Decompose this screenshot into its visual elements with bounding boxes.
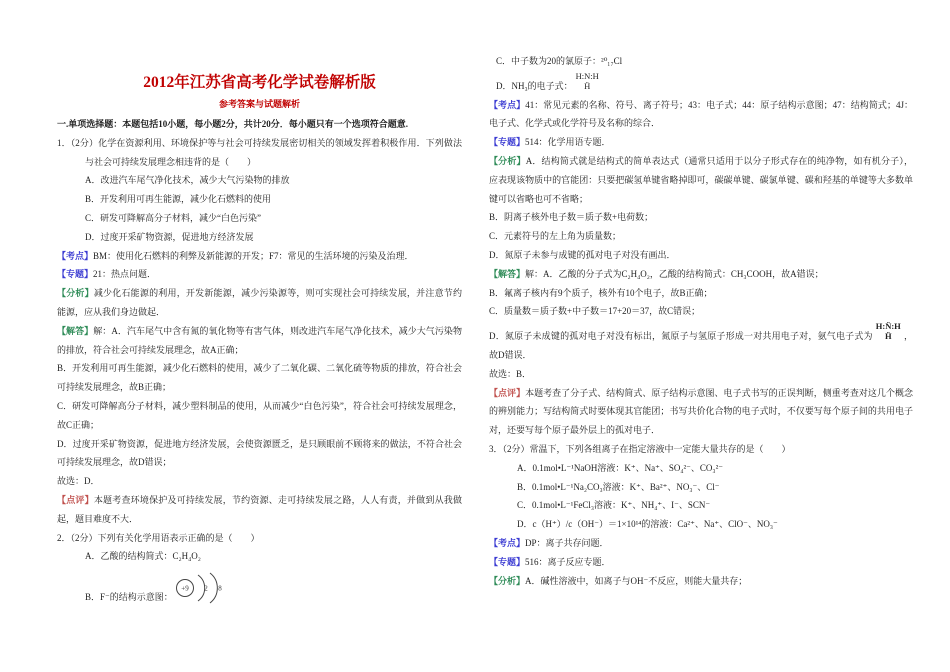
jieda-label: 【解答】	[57, 325, 94, 336]
q2-kaodian	[489, 96, 913, 134]
q2-option-b-text: B．F⁻的结构示意图：	[85, 592, 173, 603]
q2-jieda-d-suffix: ，故D错误．	[489, 331, 913, 360]
q1-jieda-d: D．过度开采矿物资源，促进地方经济发展，会使资源匮乏，是只顾眼前不顾将来的做法，不符合社会可持续发展理念，故D错误；	[57, 438, 462, 468]
q1-kaodian-text: BM：使用化石燃料的利弊及新能源的开发；F7：常见的生活环境的污染及治理．	[93, 250, 414, 261]
electron-formula-nh3	[573, 71, 602, 91]
kaodian-label: 【考点】	[57, 250, 94, 261]
q2-stem: 2．（2分）下列有关化学用语表示正确的是（ ）	[57, 532, 260, 543]
q2-jieda-d-prefix: D．氮原子未成键的孤对电子对没有标出，氮原子与氢原子形成一对共用电子对，氨气电子式为	[489, 331, 873, 342]
dianping-label: 【点评】	[57, 494, 94, 505]
q1-jieda-b: B．开发利用可再生能源，减少化石燃料的使用，减少了二氧化碳、二氧化硫等物质的排放，符合社会可持续发展理念，故B正确；	[57, 363, 462, 393]
q1-stem: 1．（2分）化学在资源利用、环境保护等与社会可持续发展密切相关的领域发挥着积极作用．下列做法与社会可持续发展理念相违背的是（ ）	[57, 137, 462, 167]
zhuanti-label: 【专题】	[489, 556, 526, 567]
q3-option-a: A．0.1mol•L⁻¹NaOH溶液：K⁺、Na⁺、SO₄²⁻、CO₃²⁻	[517, 462, 724, 473]
q1-dianping-text: 本题考查环境保护及可持续发展，节约资源、走可持续发展之路，人人有责，并做到从我做起，题目难度不大．	[57, 494, 462, 524]
q1-option-d: D．过度开采矿物资源，促进地方经济发展	[85, 231, 254, 242]
electron-formula-nh3-correct	[873, 321, 904, 341]
q1-zhuanti	[57, 265, 462, 284]
page-title: 2012年江苏省高考化学试卷解析版	[143, 74, 376, 91]
q1-dianping	[57, 491, 462, 529]
q3-kaodian	[489, 534, 913, 553]
q3-stem: 3．（2分）常温下，下列各组离子在指定溶液中一定能大量共存的是（ ）	[489, 443, 791, 454]
q3-kaodian-text: DP：离子共存问题．	[525, 537, 609, 548]
q2-jieda-a	[489, 265, 913, 284]
atom-structure-diagram	[175, 566, 227, 604]
q3-option-d: D．c（H⁺）/c（OH⁻）＝1×10¹⁴的溶液：Ca²⁺、Na⁺、ClO⁻、NO₃⁻	[517, 519, 778, 530]
fenxi-label: 【分析】	[489, 575, 526, 586]
q1-fenxi-text: 减少化石能源的利用，开发新能源，减少污染源等，则可实现社会可持续发展，并注意节约能源，应从我们身边做起．	[57, 288, 462, 317]
q2-option-d	[496, 71, 913, 96]
q2-answer: 故选：B．	[489, 368, 532, 379]
kaodian-label: 【考点】	[489, 537, 526, 548]
q2-fenxi-d: D．氮原子未参与成键的孤对电子对没有画出．	[489, 249, 676, 260]
electron-formula-top: H:N:H	[575, 70, 599, 81]
q1-option-c: C．研发可降解高分子材料，减少“白色污染”	[85, 212, 261, 223]
kaodian-label: 【考点】	[489, 99, 526, 110]
q3-zhuanti	[489, 553, 913, 572]
q1-kaodian	[57, 247, 462, 266]
q1-option-b: B．开发利用可再生能源，减少化石燃料的使用	[85, 194, 272, 205]
subtitle: 参考答案与试题解析	[218, 99, 300, 109]
q1-option-a: A．改进汽车尾气净化技术，减少大气污染物的排放	[85, 175, 290, 186]
q2-option-b	[85, 566, 462, 607]
q2-jieda-a-text: 解：A．乙酸的分子式为C₂H₄O₂，乙酸的结构简式：CH₃COOH，故A错误；	[525, 268, 824, 279]
electron-formula-bottom: Ḧ	[584, 80, 591, 91]
q2-zhuanti	[489, 133, 913, 152]
q1-answer: 故选：D．	[57, 476, 100, 487]
q2-dianping	[489, 384, 913, 440]
q2-jieda-d	[489, 321, 913, 365]
atom-shell1-electrons: 2	[204, 584, 208, 593]
fenxi-label: 【分析】	[57, 288, 94, 299]
electron-formula-top: H:N̈:H	[875, 321, 901, 332]
q1-jieda-a-text: 解：A．汽车尾气中含有氮的氧化物等有害气体，则改进汽车尾气净化技术，减少大气污染物的排放，符合社会可持续发展理念，故A正确；	[57, 325, 462, 355]
q2-option-a: A．乙酸的结构简式：C₂H₄O₂	[85, 551, 201, 562]
q1-fenxi	[57, 284, 462, 322]
zhuanti-label: 【专题】	[57, 269, 94, 280]
q2-fenxi-c: C．元素符号的左上角为质量数；	[489, 231, 622, 242]
q2-jieda-c: C．质量数＝质子数+中子数＝17+20＝37，故C错误；	[489, 306, 701, 317]
q1-zhuanti-text: 21：热点问题．	[93, 269, 157, 280]
jieda-label: 【解答】	[489, 268, 526, 279]
q3-zhuanti-text: 516：离子反应专题．	[525, 556, 611, 567]
q2-kaodian-text: 41：常见元素的名称、符号、离子符号；43：电子式；44：原子结构示意图；47：结构简式；4J：电子式、化学式或化学符号及名称的综合．	[489, 99, 913, 129]
right-column	[489, 52, 913, 590]
fenxi-label: 【分析】	[489, 155, 526, 166]
zhuanti-label: 【专题】	[489, 137, 526, 148]
q3-fenxi	[489, 572, 913, 591]
left-column	[57, 70, 462, 607]
atom-nucleus-charge: +9	[181, 584, 189, 593]
q2-fenxi-a	[489, 152, 913, 208]
q2-option-c: C．中子数为20的氯原子：²⁰₁₇Cl	[496, 56, 623, 66]
q3-option-b: B．0.1mol•L⁻¹Na₂CO₃溶液：K⁺、Ba²⁺、NO₃⁻、Cl⁻	[517, 481, 720, 492]
section-header: 一.单项选择题：本题包括10小题，每小题2分，共计20分．每小题只有一个选项符合题意.	[57, 119, 409, 129]
q2-dianping-text: 本题考查了分子式、结构简式、原子结构示意图、电子式书写的正误判断，侧重考查对这几个概念的辨别能力；写结构简式时要体现其官能团；书写共价化合物的电子式时，不仅要写每个原子间的共用电子对，还要写每个原子最外层上的孤对电子．	[489, 387, 913, 436]
q2-fenxi-b: B．阴离子核外电子数＝质子数+电荷数；	[489, 212, 654, 223]
q3-option-c: C．0.1mol•L⁻¹FeCl₃溶液：K⁺、NH₄⁺、I⁻、SCN⁻	[517, 500, 711, 511]
electron-formula-bottom: Ḧ	[884, 331, 892, 342]
q1-jieda-c: C．研发可降解高分子材料，减少塑料制品的使用，从而减少“白色污染”，符合社会可持续发展理念，故C正确；	[57, 400, 462, 430]
q2-zhuanti-text: 514：化学用语专题．	[525, 137, 611, 148]
q1-jieda-a	[57, 322, 462, 360]
q2-jieda-b: B．氟离子核内有9个质子，核外有10个电子，故B正确；	[489, 287, 713, 298]
dianping-label: 【点评】	[489, 387, 526, 398]
q2-fenxi-a-text: A．结构简式就是结构式的简单表达式（通常只适用于以分子形式存在的纯净物，如有机分子），应表现该物质中的官能团：只要把碳氢单键省略掉即可，碳碳单键、碳氯单键、碳和羟基的单键等大多数单键可以省略也可不省略；	[489, 155, 913, 204]
atom-shell2-electrons: 8	[218, 584, 222, 593]
q2-option-d-text: D．NH₃的电子式：	[496, 80, 573, 91]
q3-fenxi-text: A．碱性溶液中，如离子与OH⁻不反应，则能大量共存；	[525, 575, 748, 586]
